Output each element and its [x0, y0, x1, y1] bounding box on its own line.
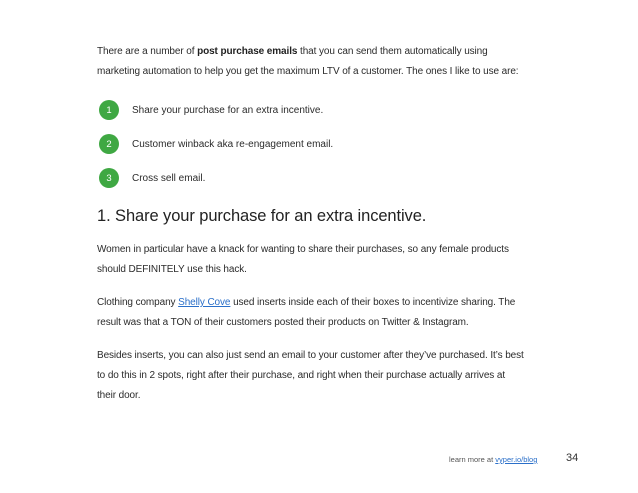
number-badge: 2 — [99, 134, 119, 154]
paragraph-line: their door. — [97, 390, 141, 401]
list-item — [99, 100, 559, 120]
list-item — [99, 168, 559, 188]
numbered-list — [99, 100, 559, 202]
page-number: 34 — [566, 452, 579, 464]
intro-text-end: that you can send them automatically using — [297, 46, 488, 57]
paragraph-female-products — [97, 240, 567, 280]
paragraph-shelly-cove — [97, 293, 567, 333]
list-item — [99, 134, 559, 154]
paragraph-line: Besides inserts, you can also just send an email to your customer after they’ve purchased. It’s best — [97, 350, 524, 361]
number-badge: 3 — [99, 168, 119, 188]
paragraph-inserts — [97, 346, 567, 406]
paragraph-line: to do this in 2 spots, right after their purchase, and right when their purchase actually arrives at — [97, 370, 505, 381]
intro-text-start: There are a number of — [97, 46, 198, 57]
section-heading: 1. Share your purchase for an extra incentive. — [97, 207, 427, 225]
paragraph-line — [97, 293, 567, 313]
paragraph-line: Women in particular have a knack for wanting to share their purchases, so any female products — [97, 244, 509, 255]
paragraph-text: Clothing company — [97, 297, 179, 308]
footer-note — [449, 455, 537, 464]
intro-bold-phrase: post purchase emails — [197, 46, 298, 57]
list-item-text: Customer winback aka re-engagement email. — [132, 138, 334, 150]
intro-line-1 — [97, 42, 567, 62]
shelly-cove-link[interactable]: Shelly Cove — [178, 297, 231, 308]
footer-text: learn more at — [449, 455, 496, 464]
blog-link[interactable]: vyper.io/blog — [495, 455, 538, 464]
list-item-text: Share your purchase for an extra incentive. — [132, 104, 324, 116]
paragraph-line: result was that a TON of their customers posted their products on Twitter & Instagram. — [97, 317, 469, 328]
paragraph-text: used inserts inside each of their boxes to incentivize sharing. The — [230, 297, 516, 308]
intro-line-2: marketing automation to help you get the maximum LTV of a customer. The ones I like to use are: — [97, 66, 519, 77]
intro-paragraph — [97, 42, 567, 82]
number-badge: 1 — [99, 100, 119, 120]
list-item-text: Cross sell email. — [132, 172, 206, 184]
paragraph-line: should DEFINITELY use this hack. — [97, 264, 247, 275]
